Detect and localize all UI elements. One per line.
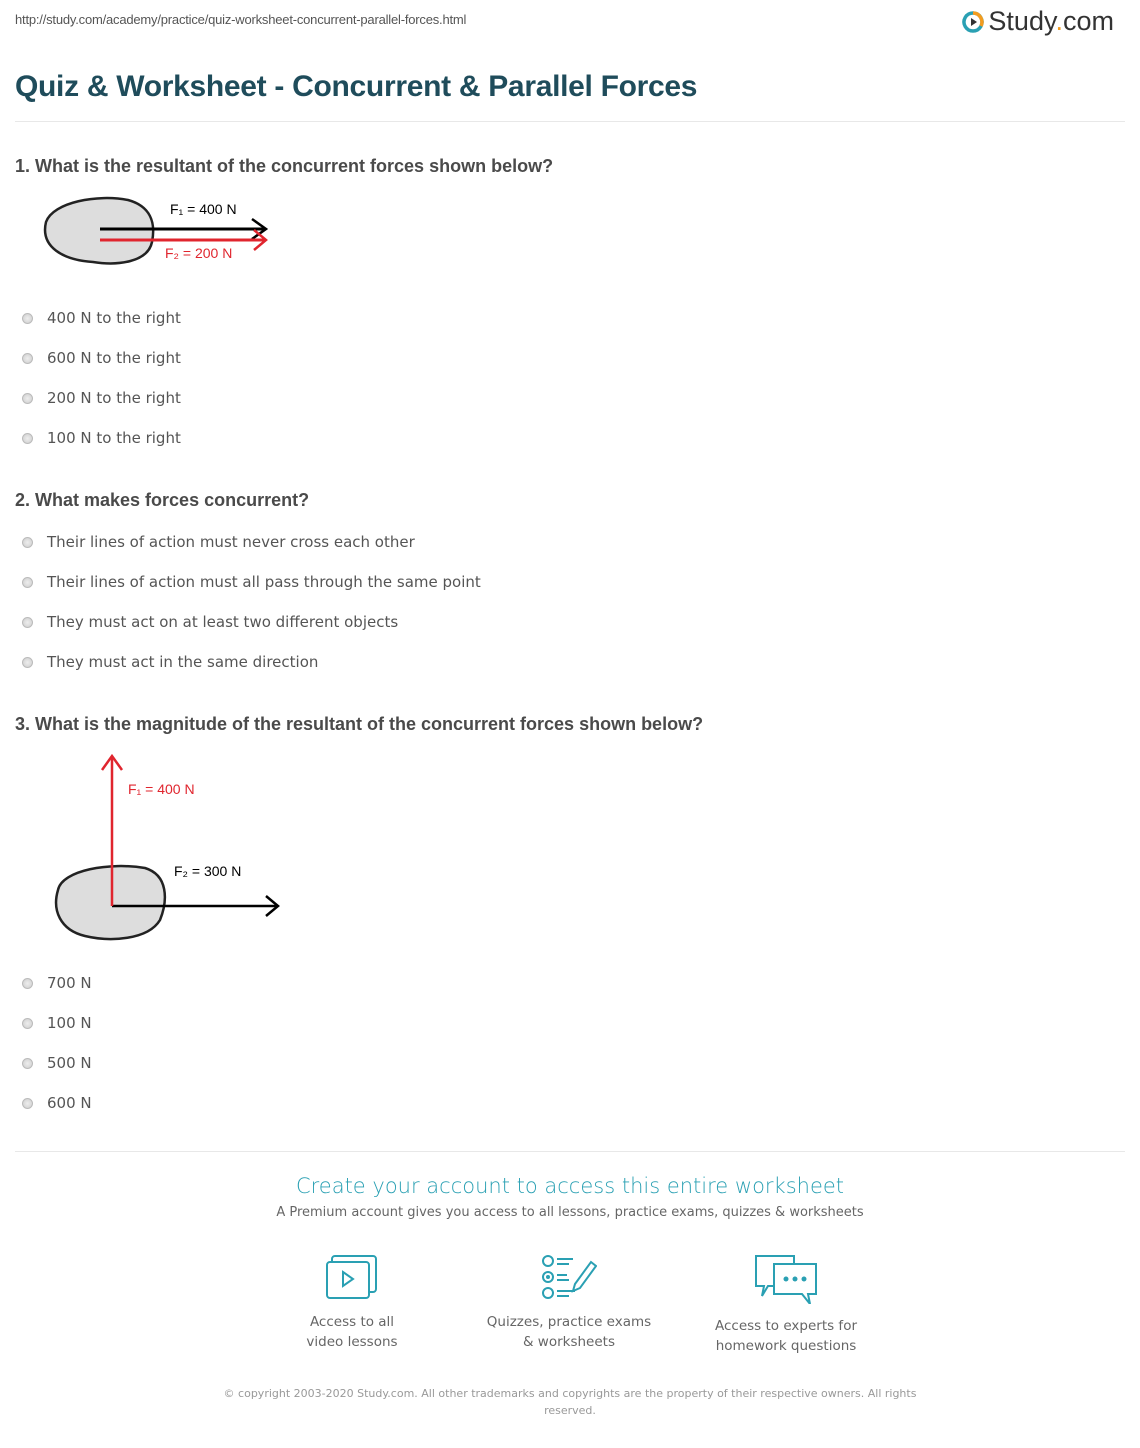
radio-button[interactable]: [22, 313, 33, 324]
diagram-perpendicular-forces: [50, 750, 290, 945]
answer-option[interactable]: 600 N to the right: [22, 349, 181, 367]
divider: [15, 1151, 1125, 1152]
radio-button[interactable]: [22, 978, 33, 989]
radio-button[interactable]: [22, 577, 33, 588]
radio-button[interactable]: [22, 657, 33, 668]
force-1-label: F₁ = 400 N: [170, 201, 237, 217]
play-logo-icon: [962, 11, 984, 33]
feature-video-lessons: Access to all video lessons: [252, 1254, 452, 1352]
feature-quizzes: Quizzes, practice exams & worksheets: [469, 1254, 669, 1352]
question-1: 1. What is the resultant of the concurrent forces shown below?: [15, 156, 554, 176]
answer-option[interactable]: Their lines of action must never cross each other: [22, 533, 415, 551]
force-1-label: F₁ = 400 N: [128, 781, 195, 797]
force-2-label: F₂ = 200 N: [165, 245, 233, 261]
divider: [15, 121, 1125, 122]
answer-option[interactable]: 700 N: [22, 974, 92, 992]
answer-option[interactable]: 100 N to the right: [22, 429, 181, 447]
question-3: 3. What is the magnitude of the resultant of the concurrent forces shown below?: [15, 714, 704, 734]
answer-option[interactable]: 400 N to the right: [22, 309, 181, 327]
chat-bubbles-icon: [754, 1254, 818, 1304]
question-2: 2. What makes forces concurrent?: [15, 490, 310, 510]
answer-option[interactable]: They must act on at least two different objects: [22, 613, 398, 631]
copyright: © copyright 2003-2020 Study.com. All other trademarks and copyrights are the property of their respective owners. All rights reserved.: [223, 1387, 917, 1417]
answer-option[interactable]: 600 N: [22, 1094, 92, 1112]
answer-option[interactable]: 100 N: [22, 1014, 92, 1032]
page-url: http://study.com/academy/practice/quiz-worksheet-concurrent-parallel-forces.html: [15, 12, 467, 27]
radio-button[interactable]: [22, 393, 33, 404]
radio-button[interactable]: [22, 1098, 33, 1109]
answer-option[interactable]: They must act in the same direction: [22, 653, 318, 671]
cta-subtitle: A Premium account gives you access to all lessons, practice exams, quizzes & worksheets: [276, 1205, 864, 1220]
radio-button[interactable]: [22, 1058, 33, 1069]
cta-title[interactable]: Create your account to access this entire worksheet: [295, 1174, 845, 1198]
diagram-parallel-forces: [38, 192, 278, 272]
force-2-label: F₂ = 300 N: [174, 863, 242, 879]
study-logo[interactable]: Study.com: [962, 6, 1114, 37]
answer-option[interactable]: 500 N: [22, 1054, 92, 1072]
video-icon: [326, 1254, 378, 1300]
answer-option[interactable]: Their lines of action must all pass through the same point: [22, 573, 481, 591]
answer-option[interactable]: 200 N to the right: [22, 389, 181, 407]
page-title: Quiz & Worksheet - Concurrent & Parallel Forces: [15, 70, 698, 103]
radio-button[interactable]: [22, 433, 33, 444]
quiz-checklist-icon: [541, 1254, 597, 1300]
radio-button[interactable]: [22, 353, 33, 364]
radio-button[interactable]: [22, 617, 33, 628]
radio-button[interactable]: [22, 1018, 33, 1029]
feature-experts: Access to experts for homework questions: [686, 1254, 886, 1356]
radio-button[interactable]: [22, 537, 33, 548]
